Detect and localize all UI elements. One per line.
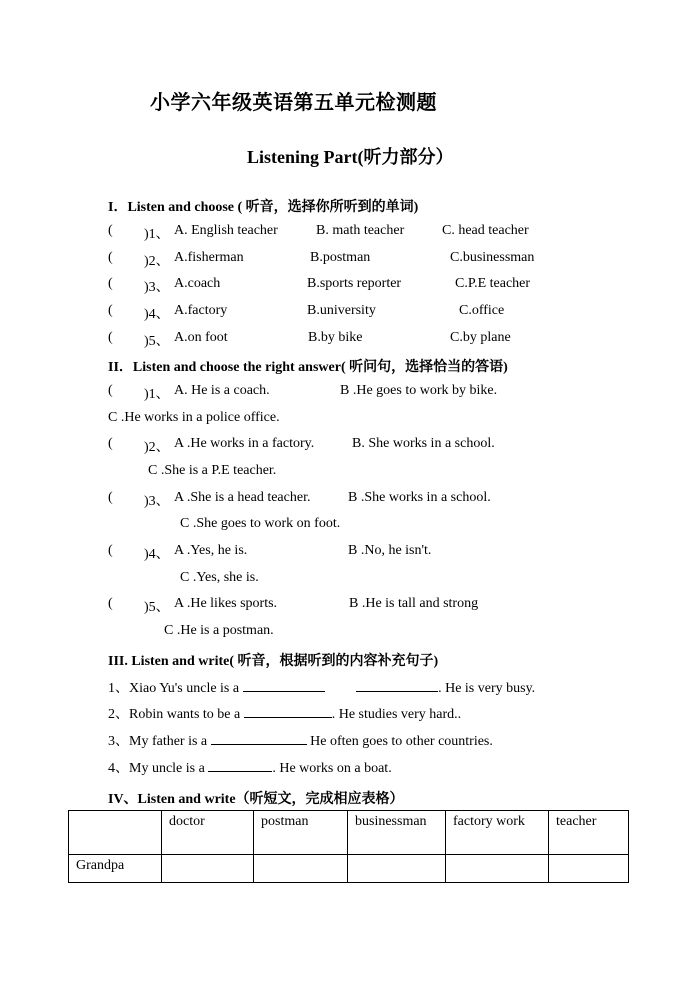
option-b: B .No, he isn't. [348, 543, 432, 558]
item-number: 3、 [108, 734, 129, 749]
option-a: A. He is a coach. [174, 383, 270, 398]
sentence-end: . He works on a boat. [272, 761, 392, 776]
option-a: A.factory [174, 303, 228, 318]
table-cell[interactable] [162, 855, 254, 883]
table-cell[interactable] [348, 855, 446, 883]
section-3-item-1 [108, 677, 535, 697]
section-3-item-3 [108, 730, 493, 750]
sentence-start: My uncle is a [129, 761, 205, 776]
table-header-cell: postman [254, 811, 348, 855]
sentence-end: He often goes to other countries. [306, 734, 493, 749]
option-c: C.by plane [450, 330, 511, 345]
option-a: A .He works in a factory. [174, 436, 315, 451]
section-1-heading: I．Listen and choose ( 听音，选择你所听到的单词) [108, 200, 419, 215]
option-c: C.businessman [450, 250, 535, 265]
section-3-item-2 [108, 703, 461, 723]
sentence-end: . He is very busy. [438, 681, 536, 696]
option-b: B.sports reporter [307, 276, 402, 291]
table-header-cell [69, 811, 162, 855]
item-number: )1、 [144, 387, 170, 402]
item-number: 1、 [108, 681, 129, 696]
item-number: )4、 [144, 307, 170, 322]
option-b: B.university [307, 303, 376, 318]
option-a: A .Yes, he is. [174, 543, 248, 558]
table-cell[interactable] [549, 855, 629, 883]
option-a: A.coach [174, 276, 221, 291]
option-a: A.on foot [174, 330, 228, 345]
answer-table [68, 810, 629, 883]
option-c: C .Yes, she is. [180, 570, 259, 585]
item-number: )4、 [144, 547, 170, 562]
sentence-end: . He studies very hard.. [331, 707, 462, 722]
option-c: C.P.E teacher [455, 276, 531, 291]
item-number: 4、 [108, 761, 129, 776]
answer-blank[interactable] [243, 677, 325, 692]
option-a: A. English teacher [174, 223, 278, 238]
table-cell[interactable] [446, 855, 549, 883]
table-header-cell: doctor [162, 811, 254, 855]
table-cell[interactable] [254, 855, 348, 883]
sentence-start: Xiao Yu's uncle is a [129, 681, 240, 696]
page-subtitle: Listening Part(听力部分） [247, 147, 454, 167]
item-number: 2、 [108, 707, 129, 722]
option-c: C. head teacher [442, 223, 529, 238]
option-c: C .She is a P.E teacher. [148, 463, 277, 478]
section-3-item-4 [108, 757, 392, 777]
option-c: C .He works in a police office. [108, 410, 280, 425]
answer-blank[interactable] [208, 757, 272, 772]
item-number: )2、 [144, 254, 170, 269]
item-number: )5、 [144, 334, 170, 349]
answer-blank[interactable] [244, 703, 332, 718]
answer-paren[interactable]: ( [108, 276, 113, 291]
answer-blank[interactable] [356, 677, 438, 692]
item-number: )2、 [144, 440, 170, 455]
item-number: )3、 [144, 280, 170, 295]
answer-paren[interactable]: ( [108, 596, 113, 611]
answer-paren[interactable]: ( [108, 303, 113, 318]
section-3-heading: III. Listen and write( 听音，根据听到的内容补充句子) [108, 654, 439, 669]
answer-blank[interactable] [211, 730, 307, 745]
answer-paren[interactable]: ( [108, 383, 113, 398]
table-header-cell: factory work [446, 811, 549, 855]
table-row [69, 855, 629, 883]
section-4-heading: IV、Listen and write（听短文，完成相应表格） [108, 792, 404, 807]
option-a: A .She is a head teacher. [174, 490, 311, 505]
option-b: B. math teacher [316, 223, 405, 238]
option-b: B. She works in a school. [352, 436, 495, 451]
option-a: A.fisherman [174, 250, 244, 265]
item-number: )1、 [144, 227, 170, 242]
option-c: C .He is a postman. [164, 623, 274, 638]
answer-paren[interactable]: ( [108, 436, 113, 451]
option-c: C.office [459, 303, 505, 318]
sentence-start: Robin wants to be a [129, 707, 241, 722]
page-title: 小学六年级英语第五单元检测题 [150, 92, 437, 114]
option-b: B .He is tall and strong [349, 596, 479, 611]
table-header-cell: teacher [549, 811, 629, 855]
table-row-label: Grandpa [69, 855, 162, 883]
answer-paren[interactable]: ( [108, 490, 113, 505]
answer-paren[interactable]: ( [108, 250, 113, 265]
table-header-row [69, 811, 629, 855]
sentence-start: My father is a [129, 734, 208, 749]
answer-paren[interactable]: ( [108, 223, 113, 238]
option-b: B.by bike [308, 330, 363, 345]
answer-paren[interactable]: ( [108, 543, 113, 558]
item-number: )3、 [144, 494, 170, 509]
option-a: A .He likes sports. [174, 596, 278, 611]
section-2-heading: II．Listen and choose the right answer( 听问句，选择恰当的答语) [108, 360, 508, 375]
item-number: )5、 [144, 600, 170, 615]
option-b: B .He goes to work by bike. [340, 383, 498, 398]
option-b: B .She works in a school. [348, 490, 491, 505]
table-header-cell: businessman [348, 811, 446, 855]
option-b: B.postman [310, 250, 371, 265]
option-c: C .She goes to work on foot. [180, 516, 341, 531]
answer-paren[interactable]: ( [108, 330, 113, 345]
